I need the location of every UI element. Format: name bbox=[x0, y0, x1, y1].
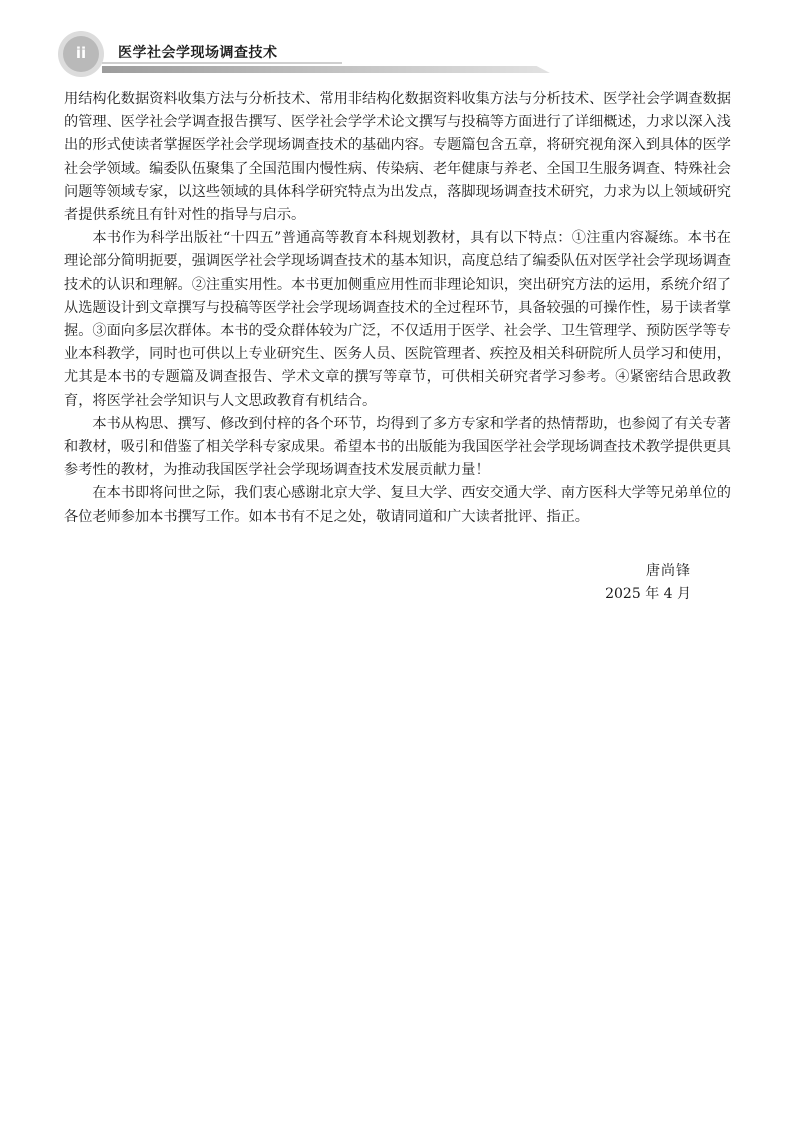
page-header bbox=[0, 0, 800, 80]
author-name: 唐尚锋 bbox=[646, 563, 691, 579]
signature-date: 2025 年 4 月 bbox=[605, 586, 691, 602]
page-number-badge: ii bbox=[63, 36, 99, 72]
preface-body bbox=[64, 88, 731, 529]
paragraph-4: 在本书即将问世之际，我们衷心感谢北京大学、复旦大学、西安交通大学、南方医科大学等兄弟单位的各位老师参加本书撰写工作。如本书有不足之处，敬请同道和广大读者批评、指正。 bbox=[64, 485, 731, 525]
book-title: 医学社会学现场调查技术 bbox=[118, 45, 278, 61]
paragraph-2: 本书作为科学出版社“十四五”普通高等教育本科规划教材，具有以下特点：①注重内容凝练。本书在理论部分简明扼要，强调医学社会学现场调查技术的基本知识，高度总结了编委队伍对医学社会学现场调查技术的认识和理解。②注重实用性。本书更加侧重应用性而非理论知识，突出研究方法的运用，系统介绍了从选题设计到文章撰写与投稿等医学社会学现场调查技术的全过程环节，具备较强的可操作性，易于读者掌握。③面向多层次群体。本书的受众群体较为广泛，不仅适用于医学、社会学、卫生管理学、预防医学等专业本科教学，同时也可供以上专业研究生、医务人员、医院管理者、疾控及相关科研院所人员学习和使用，尤其是本书的专题篇及调查报告、学术文章的撰写等章节，可供相关研究者学习参考。④紧密结合思政教育，将医学社会学知识与人文思政教育有机结合。 bbox=[64, 230, 731, 409]
signature-block bbox=[605, 560, 691, 606]
paragraph-3: 本书从构思、撰写、修改到付梓的各个环节，均得到了多方专家和学者的热情帮助，也参阅了有关专著和教材，吸引和借鉴了相关学科专家成果。希望本书的出版能为我国医学社会学现场调查技术教学提供更具参考性的教材，为推动我国医学社会学现场调查技术发展贡献力量！ bbox=[64, 415, 731, 479]
header-divider bbox=[102, 66, 550, 73]
paragraph-1: 用结构化数据资料收集方法与分析技术、常用非结构化数据资料收集方法与分析技术、医学社会学调查数据的管理、医学社会学调查报告撰写、医学社会学学术论文撰写与投稿等方面进行了详细概述，力求以深入浅出的形式使读者掌握医学社会学现场调查技术的基础内容。专题篇包含五章，将研究视角深入到具体的医学社会学领域。编委队伍聚集了全国范围内慢性病、传染病、老年健康与养老、全国卫生服务调查、特殊社会问题等领域专家，以这些领域的具体科学研究特点为出发点，落脚现场调查技术研究，力求为以上领域研究者提供系统且有针对性的指导与启示。 bbox=[64, 91, 731, 224]
header-divider-thin bbox=[102, 62, 342, 64]
